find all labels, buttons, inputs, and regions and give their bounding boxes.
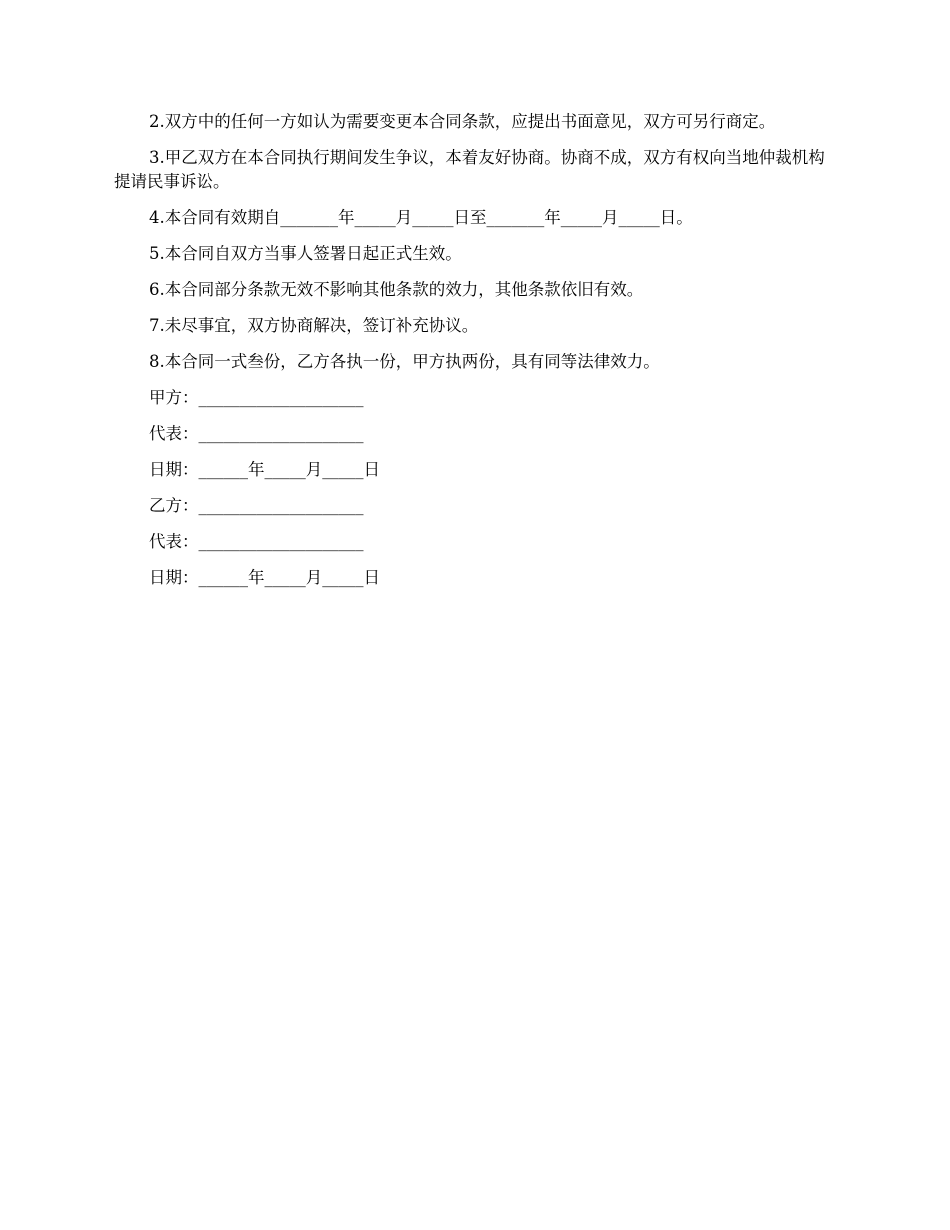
- party-a-date-line: 日期：______年_____月_____日: [149, 460, 380, 479]
- contract-body: [114, 110, 840, 602]
- clause-3: 3.甲乙双方在本合同执行期间发生争议，本着友好协商。协商不成，双方有权向当地仲裁机构提请民事诉讼。: [114, 148, 825, 191]
- clause-4: 4.本合同有效期自_______年_____月_____日至_______年_____月_____日。: [149, 208, 693, 227]
- clause-8: 8.本合同一式叁份，乙方各执一份，甲方执两份，具有同等法律效力。: [149, 352, 660, 371]
- clause-2: 2.双方中的任何一方如认为需要变更本合同条款，应提出书面意见，双方可另行商定。: [149, 112, 776, 131]
- party-a-signature-line: 甲方：____________________: [149, 388, 364, 407]
- clause-7: 7.未尽事宜，双方协商解决，签订补充协议。: [149, 316, 479, 335]
- clause-5: 5.本合同自双方当事人签署日起正式生效。: [149, 244, 462, 263]
- clause-6: 6.本合同部分条款无效不影响其他条款的效力，其他条款依旧有效。: [149, 280, 644, 299]
- party-a-representative-line: 代表：____________________: [149, 424, 364, 443]
- party-b-representative-line: 代表：____________________: [149, 532, 364, 551]
- party-b-date-line: 日期：______年_____月_____日: [149, 568, 380, 587]
- party-b-signature-line: 乙方：____________________: [149, 496, 364, 515]
